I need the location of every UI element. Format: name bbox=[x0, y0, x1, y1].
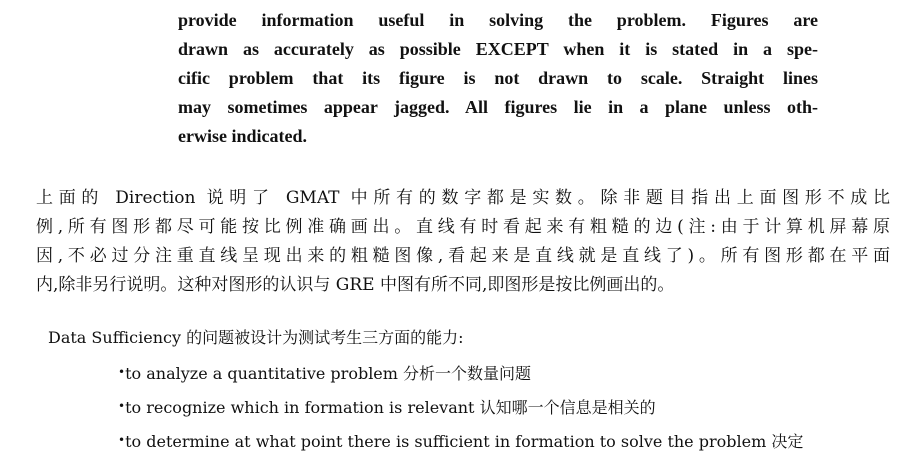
directions-line-1: provide information useful in solving the problem. Figures are bbox=[178, 10, 818, 30]
directions-excerpt bbox=[178, 6, 818, 151]
list-item bbox=[118, 424, 898, 458]
bullet-icon: • bbox=[118, 433, 126, 447]
directions-line-2: drawn as accurately as possible EXCEPT when it is stated in a spe- bbox=[178, 39, 818, 59]
list-item bbox=[118, 356, 898, 390]
directions-line-3: cific problem that its figure is not drawn to scale. Straight lines bbox=[178, 68, 818, 88]
directions-line-4: may sometimes appear jagged. All figures lie in a plane unless oth- bbox=[178, 97, 818, 117]
directions-line-5: erwise indicated. bbox=[178, 126, 307, 146]
bullet-icon: • bbox=[118, 399, 126, 413]
ability-list bbox=[118, 356, 898, 458]
explanation-line-3: 因,不必过分注重直线呈现出来的粗糙图像,看起来是直线就是直线了)。所有图形都在平面 bbox=[36, 246, 890, 266]
explanation-line-1: 上面的 Direction 说明了 GMAT 中所有的数字都是实数。除非题目指出上面图形不成比 bbox=[36, 188, 890, 208]
bullet-icon: • bbox=[118, 365, 126, 379]
data-sufficiency-intro: Data Sufficiency 的问题被设计为测试考生三方面的能力: bbox=[48, 328, 464, 347]
explanation-line-2: 例,所有图形都尽可能按比例准确画出。直线有时看起来有粗糙的边(注:由于计算机屏幕原 bbox=[36, 217, 890, 237]
list-item bbox=[118, 390, 898, 424]
chinese-explanation bbox=[36, 184, 890, 300]
explanation-line-4: 内,除非另行说明。这种对图形的认识与 GRE 中图有所不同,即图形是按比例画出的。 bbox=[36, 275, 675, 295]
list-item-text: to recognize which in formation is relevant 认知哪一个信息是相关的 bbox=[125, 398, 656, 417]
list-item-text: to analyze a quantitative problem 分析一个数量问题 bbox=[125, 364, 532, 383]
list-item-text: to determine at what point there is sufficient in formation to solve the problem 决定 bbox=[125, 432, 804, 451]
